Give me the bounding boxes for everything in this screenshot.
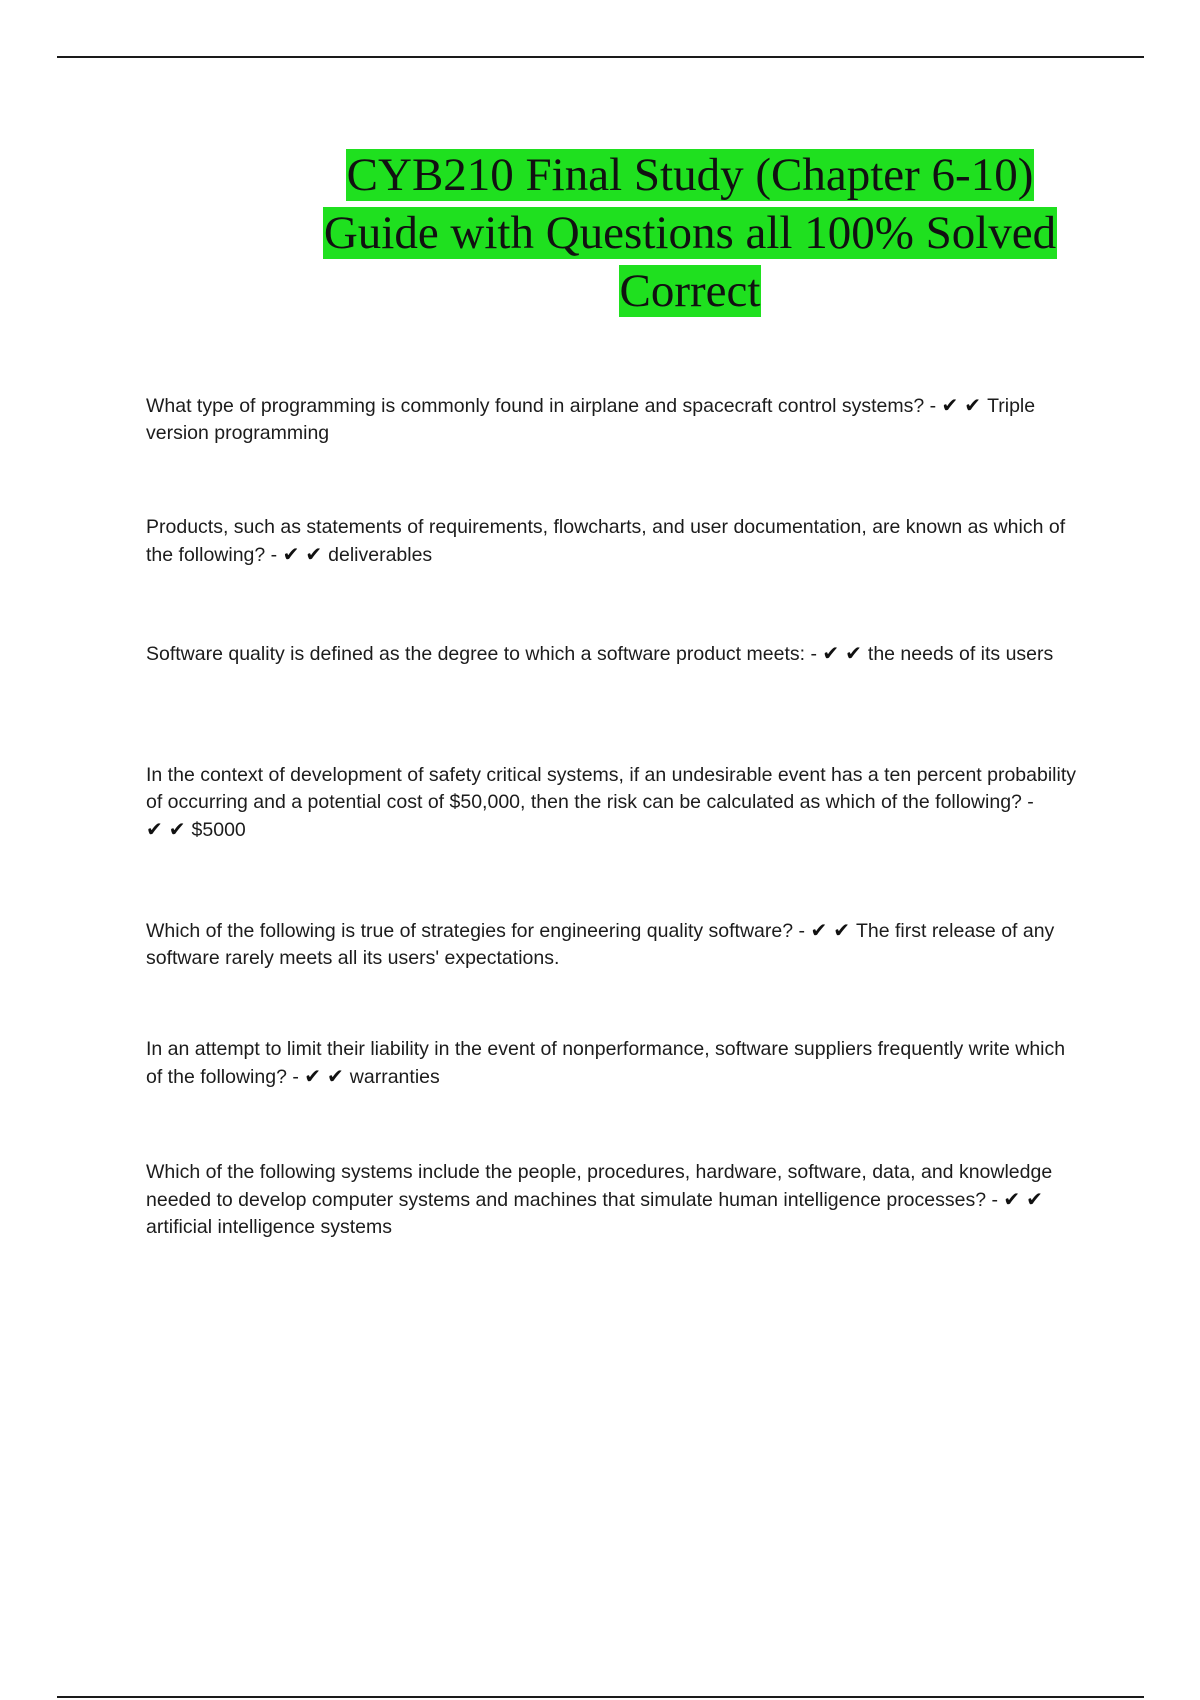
checkmarks xyxy=(283,544,329,566)
answer-text: The first release of any software rarely meets all its users' expectations. xyxy=(146,920,1055,969)
answer-text: the needs of its users xyxy=(867,643,1054,665)
title-line-text: Guide with Questions all 100% Solved xyxy=(323,207,1057,259)
question-text: In an attempt to limit their liability in the event of nonperformance, software suppliers frequently write which of the following? - xyxy=(146,1038,1066,1088)
checkmarks xyxy=(146,819,192,841)
answer-text: artificial intelligence systems xyxy=(146,1216,393,1238)
check-icon: ✔ xyxy=(964,393,982,417)
header-rule xyxy=(57,56,1144,58)
footer-rule xyxy=(57,1696,1144,1698)
qa-item xyxy=(146,1159,1076,1241)
check-icon: ✔ xyxy=(822,641,840,665)
qa-item xyxy=(146,640,1076,668)
answer-text: Triple version programming xyxy=(146,395,1036,444)
question-text: Software quality is defined as the degree to which a software product meets: - xyxy=(146,643,817,665)
qa-item xyxy=(146,917,1076,972)
question-text: Products, such as statements of requirements, flowcharts, and user documentation, are known as which of the following? - xyxy=(146,516,1066,566)
check-icon: ✔ xyxy=(168,817,186,841)
document-title xyxy=(305,146,1075,320)
checkmarks xyxy=(822,643,868,665)
checkmarks xyxy=(304,1066,350,1088)
check-icon: ✔ xyxy=(146,817,163,841)
qa-item xyxy=(146,392,1076,447)
check-icon: ✔ xyxy=(845,641,862,665)
check-icon: ✔ xyxy=(810,918,828,942)
check-icon: ✔ xyxy=(305,542,323,566)
answer-text: $5000 xyxy=(191,819,246,841)
check-icon: ✔ xyxy=(833,918,850,942)
question-text: In the context of development of safety critical systems, if an undesirable event has a ten percent probability of occurring and a potential cost of $50,000, then the risk can be calculated as which of the following? - xyxy=(146,764,1077,813)
check-icon: ✔ xyxy=(282,542,300,566)
title-line xyxy=(305,262,1075,320)
title-line xyxy=(305,146,1075,204)
qa-item xyxy=(146,514,1076,569)
qa-item xyxy=(146,1036,1076,1091)
checkmarks xyxy=(942,395,988,417)
answer-text: warranties xyxy=(349,1066,440,1088)
question-text: Which of the following is true of strategies for engineering quality software? - xyxy=(146,920,806,942)
qa-item xyxy=(146,762,1076,844)
title-line-text: CYB210 Final Study (Chapter 6-10) xyxy=(346,149,1034,201)
checkmarks xyxy=(1003,1189,1049,1211)
question-text: Which of the following systems include the people, procedures, hardware, software, data, and knowledge needed to develop computer systems and machines that simulate human intelligence processes? - xyxy=(146,1161,1053,1211)
check-icon: ✔ xyxy=(327,1064,344,1088)
check-icon: ✔ xyxy=(304,1064,322,1088)
question-text: What type of programming is commonly found in airplane and spacecraft control systems? - xyxy=(146,395,937,417)
check-icon: ✔ xyxy=(1003,1187,1021,1211)
title-line xyxy=(305,204,1075,262)
title-line-text: Correct xyxy=(619,265,761,317)
check-icon: ✔ xyxy=(941,393,959,417)
answer-text: deliverables xyxy=(328,544,433,566)
checkmarks xyxy=(810,920,856,942)
check-icon: ✔ xyxy=(1026,1187,1043,1211)
